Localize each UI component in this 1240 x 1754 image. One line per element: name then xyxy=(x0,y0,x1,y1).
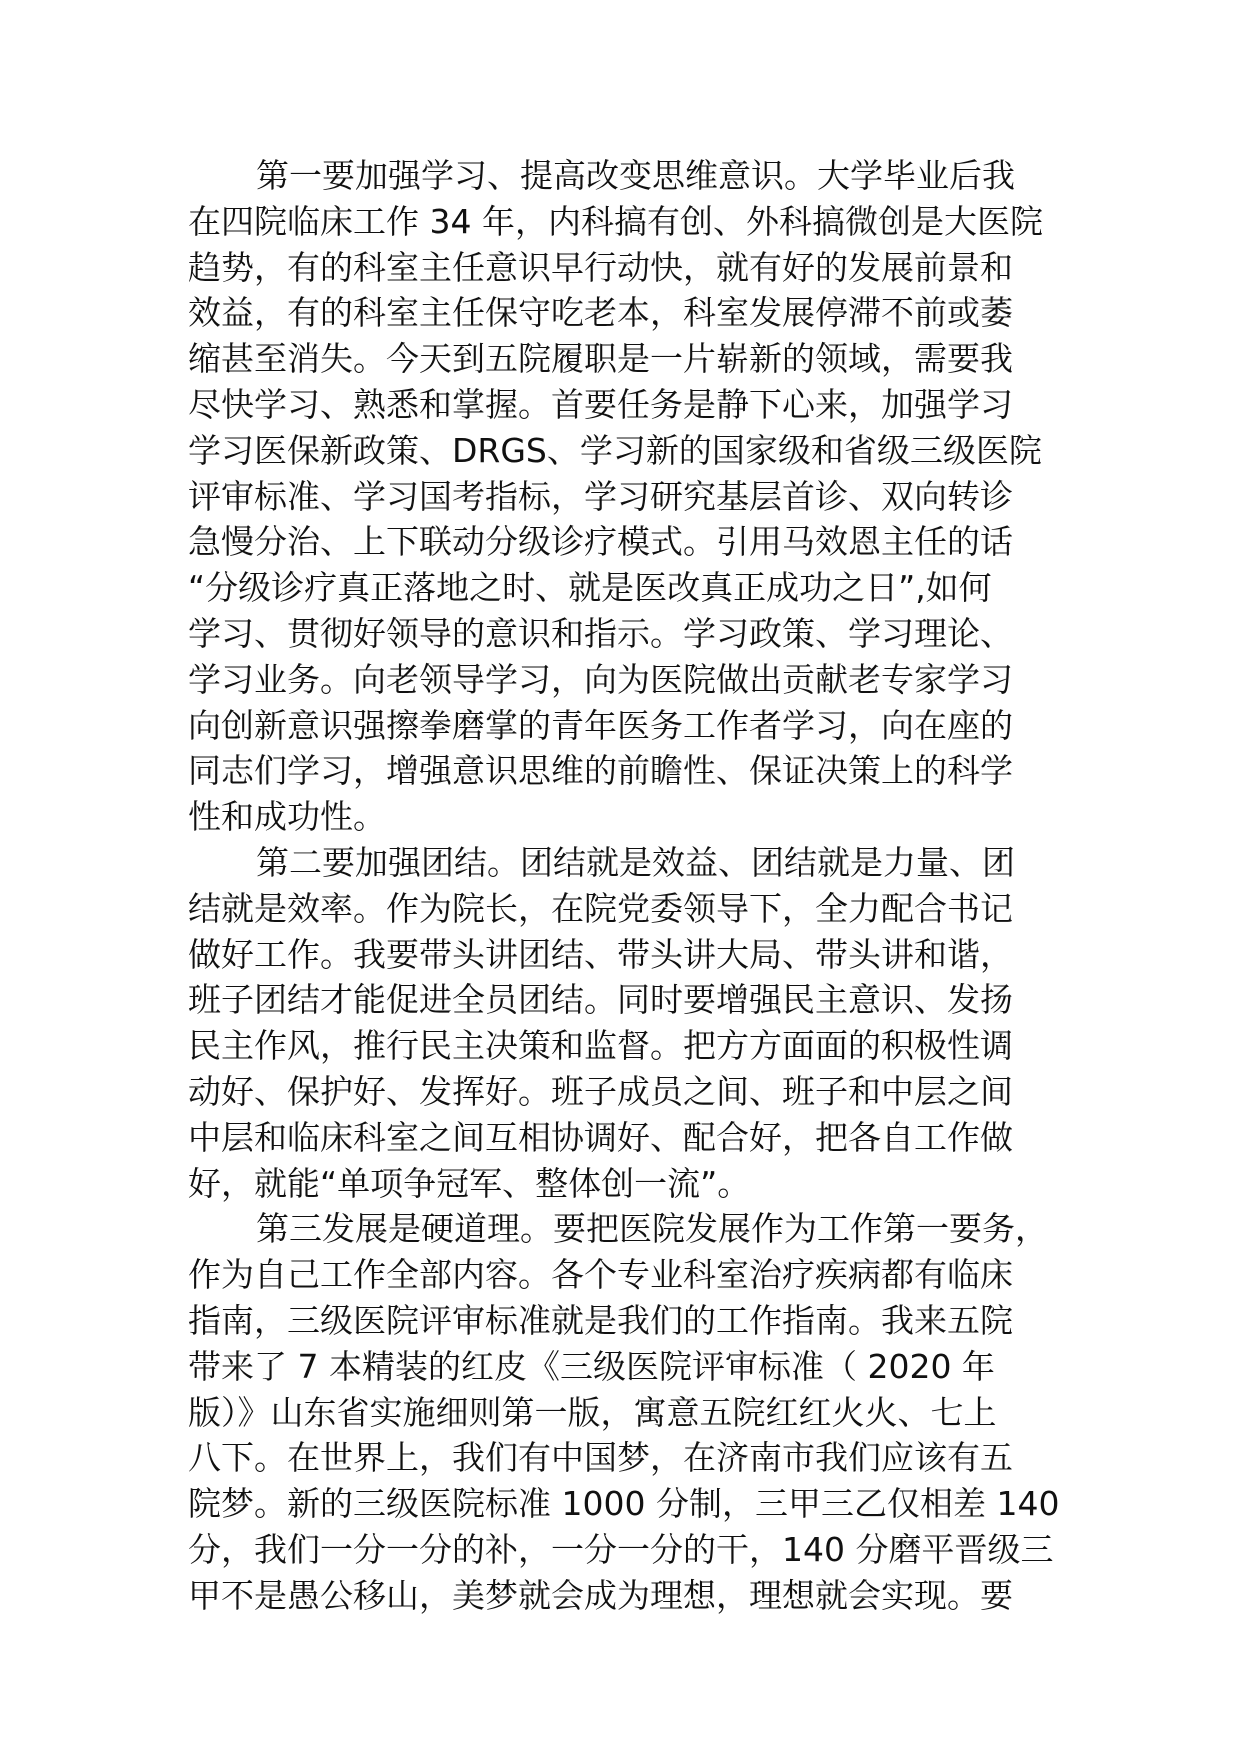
text-line: 好，就能“单项争冠军、整体创一流”。 xyxy=(188,1163,751,1203)
text-line: 学习医保新政策、DRGS、学习新的国家级和省级三级医院 xyxy=(188,430,1042,470)
body-text xyxy=(188,153,1068,1619)
text-line: 作为自己工作全部内容。各个专业科室治疗疾病都有临床 xyxy=(188,1255,1013,1295)
text-line: 趋势，有的科室主任意识早行动快，就有好的发展前景和 xyxy=(188,247,1013,287)
text-line: 院梦。新的三级医院标准 1000 分制，三甲三乙仅相差 140 xyxy=(188,1484,1060,1524)
text-line: 缩甚至消失。今天到五院履职是一片崭新的领域，需要我 xyxy=(188,339,1013,379)
paragraph-development xyxy=(188,1206,1068,1618)
text-line: 第一要加强学习、提高改变思维意识。大学毕业后我 xyxy=(256,156,1015,195)
text-line: 中层和临床科室之间互相协调好、配合好，把各自工作做 xyxy=(188,1117,1013,1157)
text-line: 尽快学习、熟悉和掌握。首要任务是静下心来，加强学习 xyxy=(188,384,1013,424)
text-line: 民主作风，推行民主决策和监督。把方方面面的积极性调 xyxy=(188,1026,1013,1066)
text-line: 第二要加强团结。团结就是效益、团结就是力量、团 xyxy=(256,842,1015,882)
text-line: 带来了 7 本精装的红皮《三级医院评审标准（ 2020 年 xyxy=(188,1346,995,1386)
text-line: 评审标准、学习国考指标，学习研究基层首诊、双向转诊 xyxy=(188,476,1013,516)
text-line: 结就是效率。作为院长，在院党委领导下，全力配合书记 xyxy=(188,888,1013,928)
text-line: 在四院临床工作 34 年，内科搞有创、外科搞微创是大医院 xyxy=(188,201,1043,241)
text-line: 动好、保护好、发挥好。班子成员之间、班子和中层之间 xyxy=(188,1071,1013,1111)
text-line: 同志们学习，增强意识思维的前瞻性、保证决策上的科学 xyxy=(188,751,1013,791)
text-line: 向创新意识强擦拳磨掌的青年医务工作者学习，向在座的 xyxy=(188,705,1013,745)
text-line: 性和成功性。 xyxy=(188,797,386,837)
text-line: 第三发展是硬道理。要把医院发展作为工作第一要务， xyxy=(256,1209,1048,1249)
text-line: 做好工作。我要带头讲团结、带头讲大局、带头讲和谐， xyxy=(188,934,1013,974)
text-line: “分级诊疗真正落地之时、就是医改真正成功之日”,如何 xyxy=(188,568,992,608)
text-line: 效益，有的科室主任保守吃老本，科室发展停滞不前或萎 xyxy=(188,293,1013,333)
text-line: 学习、贯彻好领导的意识和指示。学习政策、学习理论、 xyxy=(188,613,1013,653)
text-line: 急慢分治、上下联动分级诊疗模式。引用马效恩主任的话 xyxy=(188,522,1013,562)
text-line: 八下。在世界上，我们有中国梦，在济南市我们应该有五 xyxy=(188,1438,1013,1478)
text-line: 学习业务。向老领导学习，向为医院做出贡献老专家学习 xyxy=(188,659,1013,699)
text-line: 分，我们一分一分的补，一分一分的干，140 分磨平晋级三 xyxy=(188,1529,1054,1569)
text-line: 班子团结才能促进全员团结。同时要增强民主意识、发扬 xyxy=(188,980,1013,1020)
paragraph-study xyxy=(188,153,1068,840)
text-line: 版）》山东省实施细则第一版，寓意五院红红火火、七上 xyxy=(188,1392,997,1432)
paragraph-unity xyxy=(188,840,1068,1206)
text-line: 甲不是愚公移山，美梦就会成为理想，理想就会实现。要 xyxy=(188,1575,1013,1615)
text-line: 指南，三级医院评审标准就是我们的工作指南。我来五院 xyxy=(188,1300,1013,1340)
